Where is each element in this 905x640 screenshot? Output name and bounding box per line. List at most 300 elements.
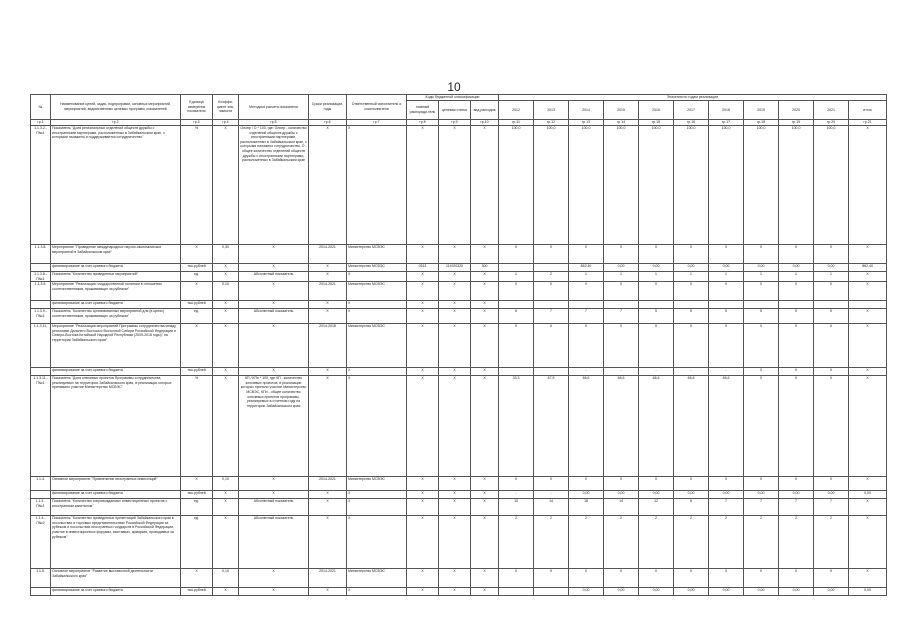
header-year: 2019 (744, 101, 779, 120)
table-cell: 0,00 (744, 491, 779, 499)
header-code-target: целевая статья (439, 101, 471, 120)
table-cell: Х (309, 499, 347, 516)
table-cell: Х (709, 282, 744, 301)
table-cell: Показатель "Количество проведенных мероприятий" (51, 272, 181, 282)
table-cell: 2014-2018 (309, 324, 347, 368)
table-cell: Х (849, 499, 887, 516)
table-cell: 66,6 (709, 376, 744, 477)
table-cell: 14 (534, 499, 569, 516)
header-codes-group: Коды бюджетной классификации (407, 95, 499, 101)
table-cell: 2014-2021 (309, 569, 347, 588)
table-cell: Х (779, 368, 814, 376)
table-cell: 1.1.5. (31, 569, 51, 588)
table-cell: Х (744, 376, 779, 477)
table-cell: Х (439, 368, 471, 376)
table-cell: Х (439, 499, 471, 516)
table-cell: 0,30 (213, 245, 239, 264)
header-year: 2017 (674, 101, 709, 120)
table-cell: Х (499, 245, 534, 264)
table-cell: Х (407, 499, 439, 516)
table-cell: - (604, 368, 639, 376)
table-cell: Х (309, 309, 347, 324)
table-cell: 1 (569, 272, 604, 282)
table-cell: Х (407, 569, 439, 588)
header-year: 2013 (534, 101, 569, 120)
table-cell (31, 491, 51, 499)
table-cell: 2 (569, 516, 604, 569)
table-cell: Х (407, 309, 439, 324)
column-number: гр.15 (639, 120, 674, 126)
table-cell: Х (439, 282, 471, 301)
table-cell: 100,0 (499, 126, 534, 245)
table-cell: Х (471, 491, 499, 499)
table-cell: финансирование за счет краевого бюджета (51, 588, 181, 596)
table-cell: 5 (779, 309, 814, 324)
table-cell: 5 (674, 309, 709, 324)
table-cell: 0,00 (569, 491, 604, 499)
table-cell: Х (439, 126, 471, 245)
table-cell: Х (471, 301, 499, 309)
table-cell: Х (439, 309, 471, 324)
table-cell: - (569, 368, 604, 376)
table-cell: Х (534, 569, 569, 588)
table-cell: Х (309, 588, 347, 596)
table-cell: Х (239, 569, 309, 588)
table-cell: Х (439, 245, 471, 264)
table-cell: Х (814, 569, 849, 588)
table-cell: 5 (709, 309, 744, 324)
table-cell: 0,00 (709, 264, 744, 272)
table-cell: 2014-2021 (309, 245, 347, 264)
table-cell: 2 (674, 516, 709, 569)
table-cell: Х (239, 282, 309, 301)
table-cell: 0,00 (814, 588, 849, 596)
table-cell: финансирование за счет краевого бюджета (51, 264, 181, 272)
table-cell: Х (407, 376, 439, 477)
table-cell: 100,0 (534, 126, 569, 245)
table-cell: Министерство МСВЭС (347, 264, 407, 272)
header-code-type: вид расходов (471, 101, 499, 120)
table-cell: 0,00 (849, 588, 887, 596)
table-cell: Х (814, 282, 849, 301)
table-cell (499, 588, 534, 596)
table-cell: Министерство МСВЭС (347, 477, 407, 491)
table-cell: тыс.рублей (181, 264, 213, 272)
table-cell: - (639, 368, 674, 376)
table-cell: 0,00 (639, 588, 674, 596)
table-cell: тыс.рублей (181, 491, 213, 499)
column-number: гр.1 (31, 120, 51, 126)
table-cell: ед. (181, 272, 213, 282)
table-cell: Х (779, 324, 814, 368)
table-cell: Х (239, 301, 309, 309)
table-row (31, 272, 887, 282)
table-cell: Абсолютный показатель (239, 516, 309, 569)
table-cell: Х (407, 245, 439, 264)
table-cell (499, 368, 534, 376)
table-cell: Х (213, 376, 239, 477)
table-cell: Х (347, 588, 407, 596)
table-cell: Х (213, 301, 239, 309)
header-year: 2018 (709, 101, 744, 120)
table-cell: Х (471, 588, 499, 596)
table-cell: 2 (499, 516, 534, 569)
table-cell: Х (639, 245, 674, 264)
table-cell: Х (709, 569, 744, 588)
table-cell: Х (779, 282, 814, 301)
header-responsible: Ответственный исполнитель и соисполнители (347, 95, 407, 120)
table-cell: Х (439, 301, 471, 309)
table-cell (674, 301, 709, 309)
header-method: Методика расчета показателя (239, 95, 309, 120)
table-cell: 1.1.3.2.-П№1 (31, 126, 51, 245)
table-cell: Х (347, 126, 407, 245)
table-cell: 33,3 (499, 376, 534, 477)
table-cell: Х (309, 491, 347, 499)
table-cell: Абсолютный показатель (239, 272, 309, 282)
table-cell: 0,00 (674, 264, 709, 272)
table-cell: 1.1.3.11.-П№1 (31, 376, 51, 477)
table-cell: Х (213, 324, 239, 368)
table-cell: Х (534, 245, 569, 264)
table-cell: 2 (779, 516, 814, 569)
table-cell: Х (471, 368, 499, 376)
table-cell: Х (239, 324, 309, 368)
table-cell: 1 (604, 272, 639, 282)
column-number: гр.2 (51, 120, 181, 126)
table-cell (744, 301, 779, 309)
table-cell: Х (744, 368, 779, 376)
table-cell: Х (213, 499, 239, 516)
table-cell: Х (347, 309, 407, 324)
table-cell: % (181, 376, 213, 477)
column-number: гр.5 (239, 120, 309, 126)
table-cell: 7 (569, 309, 604, 324)
table-cell: 0,00 (779, 491, 814, 499)
table-cell: Х (569, 324, 604, 368)
table-cell: 6 (499, 309, 534, 324)
table-cell: 2 (814, 516, 849, 569)
table-cell: 7 (814, 499, 849, 516)
table-cell: Х (814, 368, 849, 376)
table-cell: Х (639, 569, 674, 588)
table-cell: Х (639, 477, 674, 491)
table-cell: 7 (534, 309, 569, 324)
table-cell: Х (709, 324, 744, 368)
table-cell: 0,10 (213, 569, 239, 588)
table-cell: Показатель "Доля региональных отделений обществ дружбы с иностранными партнерами, расположенных в Забайкальском крае, с которыми налажено и поддерживается сотрудничество" (51, 126, 181, 245)
table-cell: Х (439, 569, 471, 588)
table-cell: Х (407, 477, 439, 491)
table-cell: Х (779, 477, 814, 491)
table-cell: 2 (604, 516, 639, 569)
column-number: гр.17 (709, 120, 744, 126)
table-cell: 2014-2021 (309, 282, 347, 301)
table-cell: 1.1.3.8. (31, 245, 51, 264)
table-cell: КП / КПн * 100, где КП - количество ключевых проектов, в реализации которых приняло участие Министерство МСВЭС, КПн - общее количество ключевых проектов программы, реализуемых в отчетном году на территории Забайкальского края (239, 376, 309, 477)
header-year: 2020 (779, 101, 814, 120)
table-cell: Х (309, 301, 347, 309)
table-cell: 66,6 (639, 376, 674, 477)
table-cell: Х (569, 477, 604, 491)
table-cell: Х (849, 272, 887, 282)
table-cell: Х (309, 368, 347, 376)
table-cell: Х (239, 264, 309, 272)
table-cell: 1 (744, 272, 779, 282)
table-cell: 0,00 (814, 264, 849, 272)
table-cell: Х (604, 245, 639, 264)
table-cell: Х (407, 368, 439, 376)
table-cell: 1 (674, 272, 709, 282)
table-cell: Х (499, 477, 534, 491)
table-cell: Х (407, 272, 439, 282)
table-cell: Х (239, 588, 309, 596)
header-term: Сроки реализации, годы (309, 95, 347, 120)
table-cell: 100,0 (779, 126, 814, 245)
table-cell: Х (471, 126, 499, 245)
table-row (31, 477, 887, 491)
table-row (31, 368, 887, 376)
table-cell: 1.1.4.-П№2 (31, 516, 51, 569)
table-cell: Х (849, 126, 887, 245)
table-cell: Х (471, 499, 499, 516)
table-cell: Х (814, 477, 849, 491)
table-cell: 1 (499, 272, 534, 282)
table-cell: Х (709, 245, 744, 264)
table-cell: Х (534, 282, 569, 301)
table-cell: 0,00 (849, 491, 887, 499)
table-cell: Х (213, 491, 239, 499)
table-cell: Х (744, 324, 779, 368)
table-cell: Х (347, 516, 407, 569)
table-row (31, 282, 887, 301)
table-cell: - (534, 491, 569, 499)
table-cell (709, 301, 744, 309)
table-cell: 100,0 (744, 126, 779, 245)
table-cell: 1.1.3.11. (31, 324, 51, 368)
table-cell: Х (674, 569, 709, 588)
table-cell: 67,5 (534, 376, 569, 477)
table-row (31, 569, 887, 588)
table-cell (499, 301, 534, 309)
table-cell: Х (309, 126, 347, 245)
table-cell: Х (439, 324, 471, 368)
table-cell: Абсолютный показатель (239, 499, 309, 516)
table-cell: Х (213, 588, 239, 596)
table-cell (499, 264, 534, 272)
header-year: 2015 (604, 101, 639, 120)
table-cell: 100,0 (674, 126, 709, 245)
table-row (31, 301, 887, 309)
table-cell: Х (471, 376, 499, 477)
table-cell: Х (213, 368, 239, 376)
table-cell: Х (407, 126, 439, 245)
table-cell (849, 301, 887, 309)
table-cell: Х (849, 477, 887, 491)
column-number: гр.19 (779, 120, 814, 126)
table-cell: Х (569, 569, 604, 588)
table-cell: 12 (639, 499, 674, 516)
table-cell: Х (213, 309, 239, 324)
table-cell: 0,00 (709, 491, 744, 499)
header-name: Наименование целей, задач, подпрограмм, основных мероприятий, мероприятий, ведомственных целевых программ, показателей (51, 95, 181, 120)
table-cell: 0313 (407, 264, 439, 272)
table-cell: 0,00 (604, 588, 639, 596)
table-cell: 0,00 (604, 491, 639, 499)
table-cell: Х (213, 126, 239, 245)
table-cell: Х (779, 376, 814, 477)
table-cell: 0,00 (744, 264, 779, 272)
table-cell: 2 (534, 516, 569, 569)
table-cell: Х (674, 477, 709, 491)
table-cell: 1 (814, 272, 849, 282)
table-cell: ед. (181, 516, 213, 569)
column-number: гр.6 (309, 120, 347, 126)
table-cell: тыс.рублей (181, 588, 213, 596)
table-cell: 1.1.4. (31, 477, 51, 491)
table-cell: 1.1.4.-П№1 (31, 499, 51, 516)
table-cell: Х (471, 324, 499, 368)
table-cell: 0,00 (639, 491, 674, 499)
table-cell: Х (407, 588, 439, 596)
table-cell: 14 (604, 499, 639, 516)
table-cell: Х (347, 499, 407, 516)
table-cell: Х (407, 282, 439, 301)
table-cell: Х (779, 245, 814, 264)
table-cell: 2014-2021 (309, 477, 347, 491)
table-cell: ед. (181, 499, 213, 516)
table-row (31, 588, 887, 596)
table-cell: 100,0 (569, 126, 604, 245)
table-cell: Х (309, 272, 347, 282)
table-row (31, 126, 887, 245)
table-cell: Х (639, 324, 674, 368)
table-cell: Х (347, 368, 407, 376)
table-cell: Х (239, 245, 309, 264)
header-code-main: главный распоряди-тель (407, 101, 439, 120)
table-cell: Х (347, 491, 407, 499)
table-cell: Х (639, 282, 674, 301)
table-cell: 0,00 (674, 491, 709, 499)
table-cell (31, 588, 51, 596)
table-cell: Х (674, 245, 709, 264)
table-cell: Основное мероприятие "Привлечение иностранных инвестиций" (51, 477, 181, 491)
table-cell (31, 368, 51, 376)
table-cell: 7 (744, 499, 779, 516)
table-cell: Х (814, 245, 849, 264)
table-cell: 111020320 (439, 264, 471, 272)
table-cell: 100,0 (814, 126, 849, 245)
table-cell: Х (213, 264, 239, 272)
table-cell: 0,00 (639, 264, 674, 272)
header-total: итого (849, 101, 887, 120)
table-row (31, 264, 887, 272)
table-cell: 7 (604, 309, 639, 324)
column-number: гр.16 (674, 120, 709, 126)
header-year: 2016 (639, 101, 674, 120)
column-number: гр.12 (534, 120, 569, 126)
table-cell: Х (674, 324, 709, 368)
table-cell: 1 (709, 272, 744, 282)
table-cell: Х (849, 282, 887, 301)
table-cell: Х (471, 245, 499, 264)
table-cell: 100,0 (639, 126, 674, 245)
table-cell: - (499, 491, 534, 499)
table-cell: 1.1.3.9. (31, 282, 51, 301)
table-cell: 0,10 (213, 477, 239, 491)
table-cell: 2 (709, 516, 744, 569)
table-cell: Х (471, 569, 499, 588)
table-cell: Х (604, 477, 639, 491)
column-number: гр.14 (604, 120, 639, 126)
table-cell: 300 (471, 264, 499, 272)
table-cell: ед. (181, 309, 213, 324)
table-row (31, 499, 887, 516)
table-cell: Х (471, 282, 499, 301)
table-cell: 66,6 (569, 376, 604, 477)
table-cell: 18 (569, 499, 604, 516)
table-cell: Х (499, 282, 534, 301)
table-cell: Х (439, 491, 471, 499)
table-row (31, 376, 887, 477)
table-cell: 862,40 (849, 264, 887, 272)
table-cell: 2 (744, 516, 779, 569)
table-cell: Х (181, 477, 213, 491)
table-cell: Х (239, 491, 309, 499)
table-cell: Х (849, 309, 887, 324)
header-year: 2021 (814, 101, 849, 120)
table-cell: Министерство МСВЭС (347, 569, 407, 588)
table-cell: Мероприятие "Реализация мероприятий Программы сотрудничества между регионами Дальнего Востока и Восточной Сибири Российской Федерации и Северо-Востока Китайской Народной Республики (2009-2018 годы)" на территории Забайкальского края" (51, 324, 181, 368)
table-cell: Х (569, 245, 604, 264)
table-cell: Х (309, 516, 347, 569)
table-cell: 100,0 (709, 126, 744, 245)
table-cell: 66,6 (674, 376, 709, 477)
table-cell: 0,10 (213, 282, 239, 301)
table-cell: 5 (744, 309, 779, 324)
table-cell: Х (499, 324, 534, 368)
column-number: гр.3 (181, 120, 213, 126)
table-cell: 1.1.3.9.-П№1 (31, 309, 51, 324)
table-cell (569, 301, 604, 309)
table-cell: Х (534, 324, 569, 368)
table-cell: финансирование за счет краевого бюджета (51, 301, 181, 309)
table-cell: 862,40 (569, 264, 604, 272)
table-cell: Х (213, 516, 239, 569)
table-cell: 2 (534, 272, 569, 282)
table-cell: Х (181, 324, 213, 368)
column-number: гр.10 (471, 120, 499, 126)
table-cell: 0,00 (814, 491, 849, 499)
table-cell (639, 301, 674, 309)
table-cell: 0,00 (569, 588, 604, 596)
table-cell: 1 (639, 272, 674, 282)
page-number: 10 (447, 80, 461, 94)
table-cell (534, 368, 569, 376)
header-year: 2012 (499, 101, 534, 120)
table-cell: Х (849, 376, 887, 477)
table-cell: 1.1.3.8.-П№1 (31, 272, 51, 282)
table-cell: Х (744, 477, 779, 491)
table-cell (534, 588, 569, 596)
table-cell: Х (604, 569, 639, 588)
table-cell (31, 264, 51, 272)
table-cell: Х (674, 282, 709, 301)
table-cell: Х (347, 376, 407, 477)
table-cell: Х (849, 569, 887, 588)
table-cell (534, 301, 569, 309)
table-cell (779, 301, 814, 309)
